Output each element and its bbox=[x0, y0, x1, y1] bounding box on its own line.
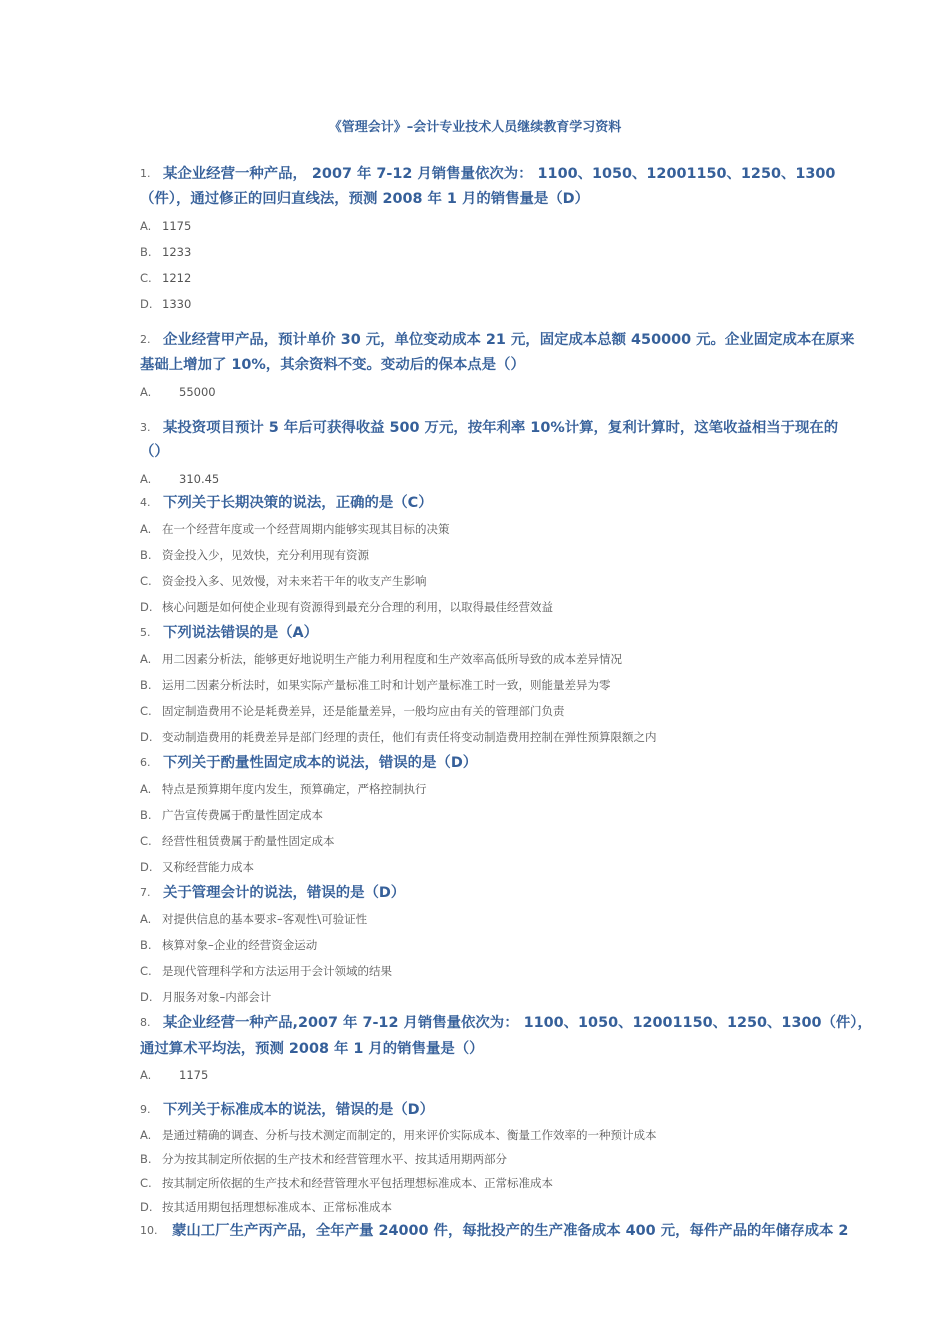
question-number: 6. bbox=[140, 756, 151, 769]
option-item bbox=[140, 859, 254, 875]
document-title: 《管理会计》–会计专业技术人员继续教育学习资料 bbox=[328, 120, 622, 135]
option-item bbox=[140, 651, 622, 667]
option-letter: C. bbox=[140, 704, 152, 718]
option-letter: A. bbox=[140, 385, 152, 399]
question-text: 某投资项目预计 5 年后可获得收益 500 万元，按年利率 10%计算，复利计算时，这笔收益相当于现在的 bbox=[163, 420, 839, 436]
question-text: 蒙山工厂生产丙产品，全年产量 24000 件，每批投产的生产准备成本 400 元，每件产品的年储存成本 2 bbox=[172, 1223, 849, 1239]
option-letter: C. bbox=[140, 1176, 152, 1190]
question-number: 3. bbox=[140, 421, 151, 434]
option-letter: A. bbox=[140, 472, 152, 486]
option-item bbox=[140, 471, 219, 487]
option-letter: B. bbox=[140, 548, 152, 562]
question-number: 2. bbox=[140, 333, 151, 346]
option-text: 资金投入多、见效慢，对未来若干年的收支产生影响 bbox=[162, 574, 427, 588]
question-text: 企业经营甲产品，预计单价 30 元，单位变动成本 21 元，固定成本总额 450000 元。企业固定成本在原来 bbox=[163, 332, 855, 348]
option-letter: D. bbox=[140, 297, 153, 311]
option-text: 1212 bbox=[162, 271, 192, 285]
option-item bbox=[140, 384, 216, 400]
option-letter: C. bbox=[140, 271, 152, 285]
option-letter: A. bbox=[140, 782, 152, 796]
question-number: 8. bbox=[140, 1016, 151, 1029]
option-letter: D. bbox=[140, 860, 153, 874]
option-item bbox=[140, 244, 191, 260]
option-item bbox=[140, 1127, 657, 1143]
option-item bbox=[140, 807, 323, 823]
option-text: 在一个经营年度或一个经营周期内能够实现其目标的决策 bbox=[162, 522, 450, 536]
option-text: 广告宣传费属于酌量性固定成本 bbox=[162, 808, 323, 822]
option-letter: C. bbox=[140, 574, 152, 588]
option-item bbox=[140, 1175, 553, 1191]
option-item bbox=[140, 1199, 392, 1215]
option-item bbox=[140, 1067, 208, 1083]
option-text: 是现代管理科学和方法运用于会计领域的结果 bbox=[162, 964, 392, 978]
option-item bbox=[140, 573, 427, 589]
option-text: 1175 bbox=[162, 219, 192, 233]
option-letter: B. bbox=[140, 808, 152, 822]
option-text: 核算对象–企业的经营资金运动 bbox=[162, 938, 318, 952]
question-text-continued: 基础上增加了 10%，其余资料不变。变动后的保本点是（） bbox=[140, 357, 525, 373]
option-letter: B. bbox=[140, 678, 152, 692]
option-item bbox=[140, 296, 191, 312]
option-item bbox=[140, 937, 317, 953]
option-letter: D. bbox=[140, 600, 153, 614]
question-text: 某企业经营一种产品， 2007 年 7-12 月销售量依次为： 1100、1050、12001150、1250、1300 bbox=[163, 166, 836, 182]
option-item bbox=[140, 521, 450, 537]
option-item bbox=[140, 729, 657, 745]
option-letter: D. bbox=[140, 730, 153, 744]
option-text: 分为按其制定所依据的生产技术和经营管理水平、按其适用期两部分 bbox=[162, 1152, 507, 1166]
option-letter: B. bbox=[140, 245, 152, 259]
option-item bbox=[140, 781, 427, 797]
option-text: 固定制造费用不论是耗费差异，还是能量差异，一般均应由有关的管理部门负责 bbox=[162, 704, 565, 718]
question-text: 下列关于长期决策的说法，正确的是（C） bbox=[163, 495, 433, 511]
option-item bbox=[140, 677, 611, 693]
question-text: 下列关于标准成本的说法，错误的是（D） bbox=[163, 1102, 434, 1118]
option-item bbox=[140, 1151, 507, 1167]
option-letter: A. bbox=[140, 522, 152, 536]
question-1 bbox=[140, 164, 835, 184]
option-letter: D. bbox=[140, 990, 153, 1004]
option-text: 资金投入少，见效快，充分利用现有资源 bbox=[162, 548, 369, 562]
question-number: 10. bbox=[140, 1224, 158, 1237]
option-item bbox=[140, 989, 271, 1005]
question-2 bbox=[140, 330, 854, 350]
option-item bbox=[140, 599, 553, 615]
option-text: 又称经营能力成本 bbox=[162, 860, 254, 874]
option-text: 月服务对象–内部会计 bbox=[162, 990, 272, 1004]
option-text: 310.45 bbox=[179, 472, 220, 486]
option-letter: A. bbox=[140, 1068, 152, 1082]
option-letter: B. bbox=[140, 938, 152, 952]
option-text: 1233 bbox=[162, 245, 192, 259]
option-text: 核心问题是如何使企业现有资源得到最充分合理的利用，以取得最佳经营效益 bbox=[162, 600, 553, 614]
option-letter: A. bbox=[140, 912, 152, 926]
question-text: 关于管理会计的说法，错误的是（D） bbox=[163, 885, 406, 901]
question-number: 1. bbox=[140, 167, 151, 180]
option-letter: B. bbox=[140, 1152, 152, 1166]
option-letter: D. bbox=[140, 1200, 153, 1214]
question-9 bbox=[140, 1100, 434, 1120]
question-text-continued: 通过算术平均法，预测 2008 年 1 月的销售量是（） bbox=[140, 1041, 484, 1057]
question-6 bbox=[140, 753, 477, 773]
option-letter: A. bbox=[140, 1128, 152, 1142]
question-text: 下列关于酌量性固定成本的说法，错误的是（D） bbox=[163, 755, 478, 771]
option-item bbox=[140, 911, 367, 927]
option-letter: A. bbox=[140, 652, 152, 666]
question-10 bbox=[140, 1221, 848, 1241]
option-text: 用二因素分析法，能够更好地说明生产能力利用程度和生产效率高低所导致的成本差异情况 bbox=[162, 652, 622, 666]
option-text: 按其制定所依据的生产技术和经营管理水平包括理想标准成本、正常标准成本 bbox=[162, 1176, 553, 1190]
option-item bbox=[140, 833, 335, 849]
question-number: 7. bbox=[140, 886, 151, 899]
question-5 bbox=[140, 623, 318, 643]
question-3 bbox=[140, 418, 838, 438]
question-text: 下列说法错误的是（A） bbox=[163, 625, 319, 641]
option-item bbox=[140, 703, 565, 719]
question-4 bbox=[140, 493, 433, 513]
question-number: 9. bbox=[140, 1103, 151, 1116]
option-text: 特点是预算期年度内发生，预算确定，严格控制执行 bbox=[162, 782, 427, 796]
option-text: 1175 bbox=[179, 1068, 209, 1082]
question-text-continued: （件），通过修正的回归直线法，预测 2008 年 1 月的销售量是（D） bbox=[140, 191, 590, 207]
question-8 bbox=[140, 1013, 872, 1033]
option-text: 运用二因素分析法时，如果实际产量标准工时和计划产量标准工时一致，则能量差异为零 bbox=[162, 678, 611, 692]
option-text: 1330 bbox=[162, 297, 192, 311]
question-text: 某企业经营一种产品,2007 年 7-12 月销售量依次为： 1100、1050、12001150、1250、1300（件）， bbox=[163, 1015, 872, 1031]
option-text: 变动制造费用的耗费差异是部门经理的责任，他们有责任将变动制造费用控制在弹性预算限额之内 bbox=[162, 730, 657, 744]
question-text-continued: （） bbox=[140, 444, 169, 460]
option-text: 对提供信息的基本要求–客观性\可验证性 bbox=[162, 912, 368, 926]
question-number: 4. bbox=[140, 496, 151, 509]
option-letter: C. bbox=[140, 964, 152, 978]
option-text: 55000 bbox=[179, 385, 216, 399]
option-item bbox=[140, 270, 191, 286]
question-number: 5. bbox=[140, 626, 151, 639]
option-item bbox=[140, 963, 392, 979]
option-letter: A. bbox=[140, 219, 152, 233]
option-text: 经营性租赁费属于酌量性固定成本 bbox=[162, 834, 335, 848]
question-7 bbox=[140, 883, 405, 903]
option-item bbox=[140, 218, 191, 234]
option-item bbox=[140, 547, 369, 563]
option-letter: C. bbox=[140, 834, 152, 848]
option-text: 按其适用期包括理想标准成本、正常标准成本 bbox=[162, 1200, 392, 1214]
option-text: 是通过精确的调查、分析与技术测定而制定的，用来评价实际成本、衡量工作效率的一种预计成本 bbox=[162, 1128, 657, 1142]
